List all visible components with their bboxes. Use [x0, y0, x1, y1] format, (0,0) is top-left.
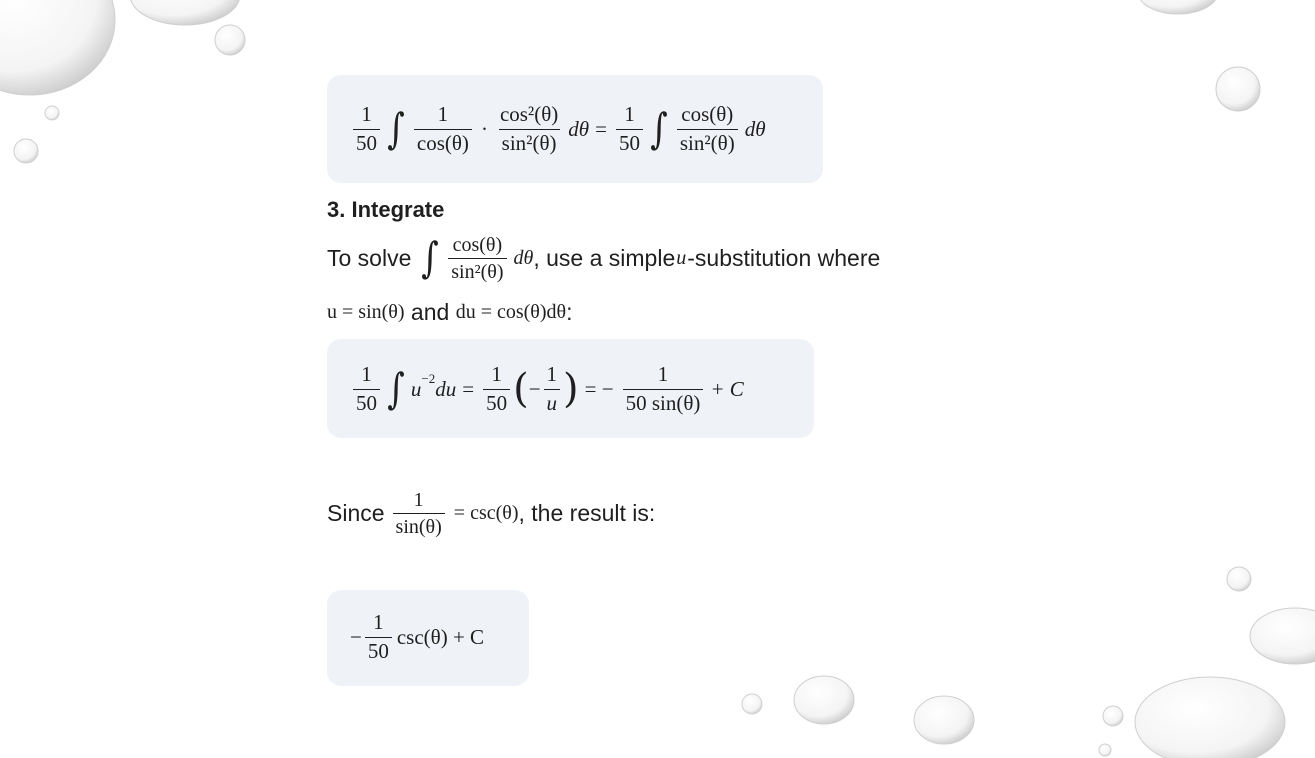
equation-substitution: $\frac{1}{50}$ ∫ u $^{-2}$ du = $\frac{1}{50}$ ( − $\frac{1}{u}$ ) = − $\frac{1}{50 \sin(\theta)}$ + C	[350, 352, 744, 426]
step-heading: 3. Integrate	[327, 197, 445, 222]
fraction-cos2-over-sin2: $\frac{\text{cos²(θ)}}{\text{sin²(θ)}}$	[499, 102, 559, 155]
integral-sign: ∫	[387, 364, 405, 413]
final-answer: − $\frac{1}{50}$ csc(θ) + C	[350, 610, 485, 663]
integral-sign: ∫	[650, 104, 668, 153]
differential: dθ	[568, 116, 590, 141]
integral-sign: ∫	[421, 233, 440, 282]
inline-integral: ∫ $\frac{\cos(\theta)}{\text{sin²(θ)}}$ dθ	[421, 233, 534, 283]
csc-identity-line: Since $\frac{1}{\sin(\theta)}$ = csc(θ) , the result is:	[327, 488, 656, 538]
fraction-1-over-sin: $\frac{1}{\sin(\theta)}$	[393, 489, 445, 538]
fraction-cos-over-sin2: $\frac{\cos(\theta)}{\text{sin²(θ)}}$	[677, 103, 738, 154]
integral-sign: ∫	[387, 104, 405, 153]
fraction-1-over-50: $\frac{1}{50}$	[353, 103, 380, 154]
fraction-1-over-cos: $\frac{1}{\cos(\theta)}$	[414, 103, 472, 154]
differential: dθ	[744, 116, 766, 141]
equation-rewrite	[350, 92, 766, 166]
fraction-1-over-50: $\frac{1}{50}$	[616, 103, 643, 154]
equals-sign: =	[595, 116, 607, 141]
substitution-definition: u = sin(θ) and du = cos(θ)dθ :	[327, 298, 573, 325]
substitution-intro: To solve ∫ $\frac{\cos(\theta)}{\text{sin²(θ)}}$ dθ , use a simple u -substitution where	[327, 233, 881, 283]
multiply-dot: ·	[480, 116, 488, 141]
